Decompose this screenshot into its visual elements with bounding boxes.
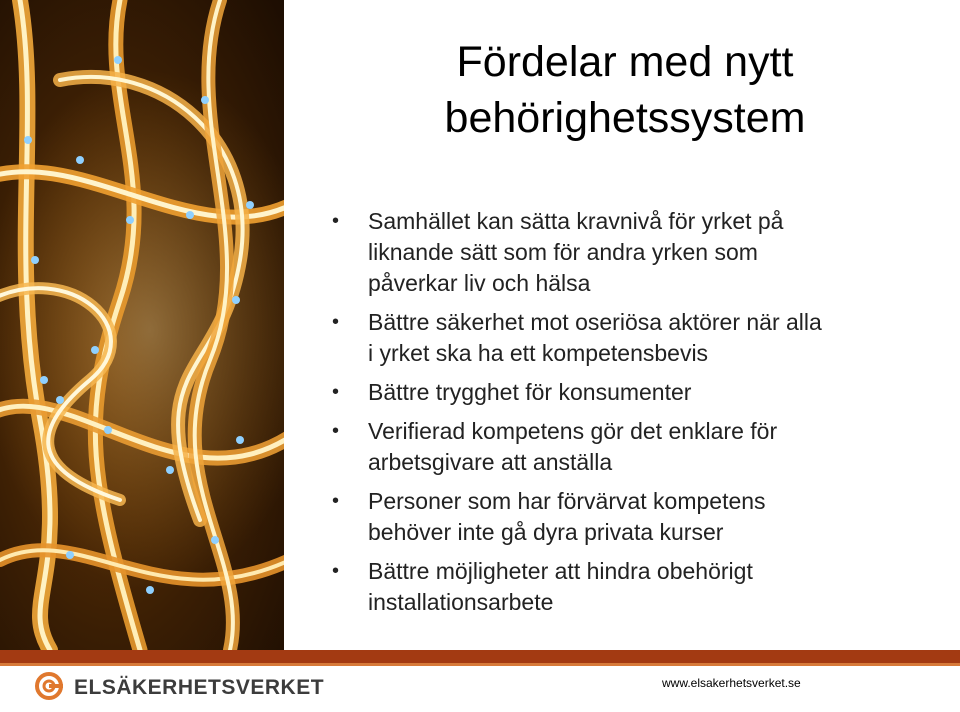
bullet-item: [330, 307, 930, 369]
bullet-text-line: Bättre säkerhet mot oseriösa aktörer när alla: [368, 309, 822, 335]
logo-text: ELSÄKERHETSVERKET: [74, 676, 325, 699]
bullet-item: [330, 486, 930, 548]
bullet-item: [330, 416, 930, 478]
bullet-dot-icon: •: [332, 311, 340, 333]
logo-mark-icon: [34, 671, 64, 706]
bullet-text-line: i yrket ska ha ett kompetensbevis: [368, 340, 709, 366]
bullet-text-line: Bättre trygghet för konsumenter: [368, 379, 692, 405]
bullet-dot-icon: •: [332, 490, 340, 512]
bullet-text-line: arbetsgivare att anställa: [368, 449, 613, 475]
website-url: www.elsakerhetsverket.se: [662, 676, 801, 690]
bullet-text-line: behöver inte gå dyra privata kurser: [368, 519, 724, 545]
bullet-item: [330, 377, 930, 408]
bullet-dot-icon: •: [332, 560, 340, 582]
bullet-text-line: Bättre möjligheter att hindra obehörigt: [368, 558, 753, 584]
bullet-text-line: liknande sätt som för andra yrken som: [368, 239, 758, 265]
bullet-list: [330, 206, 930, 626]
slide-title-line-1: Fördelar med nytt: [456, 38, 794, 86]
bullet-text-line: påverkar liv och hälsa: [368, 270, 591, 296]
bullet-text-line: Personer som har förvärvat kompetens: [368, 488, 766, 514]
footer-bar: [0, 650, 960, 663]
bullet-dot-icon: •: [332, 210, 340, 232]
rope-lights-photo: [0, 0, 284, 650]
footer-accent-line: [0, 663, 960, 666]
slide-title: [390, 34, 860, 146]
elsakerhetsverket-logo: [34, 670, 324, 706]
bullet-text-line: installationsarbete: [368, 589, 554, 615]
bullet-dot-icon: •: [332, 420, 340, 442]
bullet-item: [330, 556, 930, 618]
bullet-item: [330, 206, 930, 299]
slide-title-line-2: behörighetssystem: [444, 94, 806, 142]
bullet-text-line: Verifierad kompetens gör det enklare för: [368, 418, 778, 444]
bullet-text-line: Samhället kan sätta kravnivå för yrket på: [368, 208, 784, 234]
bullet-dot-icon: •: [332, 381, 340, 403]
